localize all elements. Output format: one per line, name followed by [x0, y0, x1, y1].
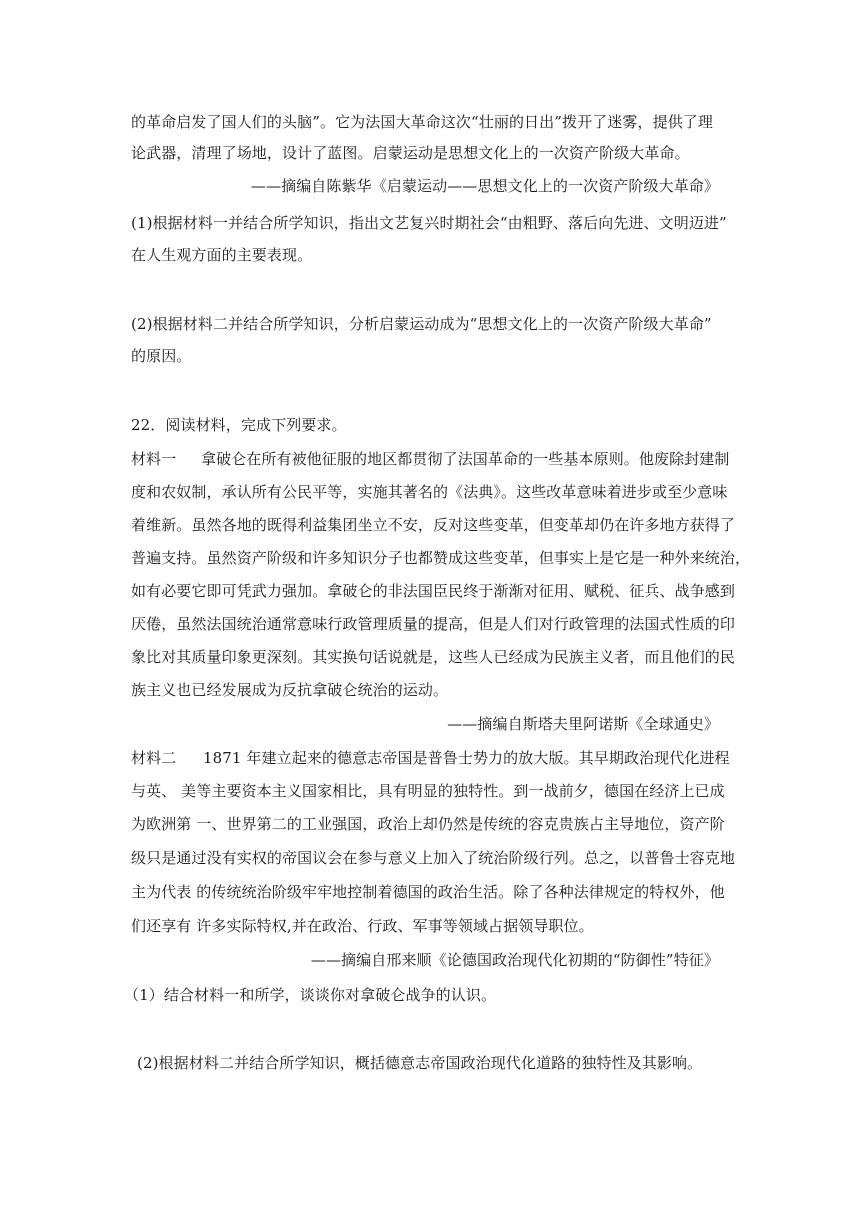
- q22-material1-line-6: 厌倦，虽然法国统治通常意味行政管理质量的提高，但是人们对行政管理的法国式性质的印: [131, 615, 736, 633]
- q22-material1-line-8: 族主义也已经发展成为反抗拿破仑统治的运动。: [131, 681, 449, 699]
- q22-material1-line-1: [131, 449, 731, 469]
- q22-material2-line-5: 主为代表 的传统统治阶级牢牢地控制着德国的政治生活。除了各种法律规定的特权外，他: [131, 883, 725, 901]
- q22-material1-line-4: 普遍支持。虽然资产阶级和许多知识分子也都赞成这些变革，但事实上是它是一种外来统治，: [131, 549, 751, 567]
- q22-material2-line-6: 们还享有 许多实际特权,并在政治、行政、军事等领域占据领导职位。: [131, 917, 594, 935]
- q22-heading: 22．阅读材料，完成下列要求。: [131, 416, 347, 434]
- q22-material2-line-4: 级只是通过没有实权的帝国议会在参与意义上加入了统治阶级行列。总之，以普鲁士容克地: [131, 849, 736, 867]
- q22-material1-line-5: 如有必要它即可凭武力强加。拿破仑的非法国臣民终于渐渐对征用、赋税、征兵、战争感到: [131, 582, 736, 600]
- q22-sub1: （1）结合材料一和所学，谈谈你对拿破仑战争的认识。: [124, 986, 497, 1004]
- q22-material1-source: ——摘编自斯塔夫里阿诺斯《全球通史》: [447, 715, 719, 733]
- material1-label: 材料一: [131, 450, 177, 468]
- q22-material2-line-1: [131, 748, 731, 768]
- intro-source: ——摘编自陈紫华《启蒙运动——思想文化上的一次资产阶级大革命》: [250, 177, 719, 195]
- intro-line-1: 的革命启发了国人们的头脑”。它为法国大革命这次“壮丽的日出”拨开了迷雾，提供了理: [131, 113, 714, 131]
- material2-label: 材料二: [131, 749, 177, 767]
- material1-text: 拿破仑在所有被他征服的地区都贯彻了法国革命的一些基本原则。他废除封建制: [201, 450, 730, 468]
- q22-material2-source: ——摘编自邢来顺《论德国政治现代化初期的“防御性”特征》: [310, 951, 719, 969]
- q22-material1-line-3: 着维新。虽然各地的既得利益集团坐立不安，反对这些变革，但变革却仍在许多地方获得了: [131, 516, 736, 534]
- q21-sub1-line-2: 在人生观方面的主要表现。: [131, 246, 313, 264]
- q21-sub1-line-1: (1)根据材料一并结合所学知识，指出文艺复兴时期社会“由粗野、落后向先进、文明迈进”: [131, 214, 727, 232]
- q21-sub2-line-2: 的原因。: [131, 347, 192, 365]
- q21-sub2-line-1: (2)根据材料二并结合所学知识，分析启蒙运动成为“思想文化上的一次资产阶级大革命”: [131, 315, 712, 333]
- q22-material1-line-2: 度和农奴制，承认所有公民平等，实施其著名的《法典》。这些改革意味着进步或至少意味: [131, 483, 728, 501]
- q22-material2-line-2: 与英、 美等主要资本主义国家相比，具有明显的独特性。到一战前夕，德国在经济上已成: [131, 782, 725, 800]
- q22-sub2: (2)根据材料二并结合所学知识，概括德意志帝国政治现代化道路的独特性及其影响。: [137, 1054, 703, 1072]
- material2-text: 1871 年建立起来的德意志帝国是普鲁士势力的放大版。其早期政治现代化进程: [203, 749, 730, 767]
- q22-material2-line-3: 为欧洲第 一、世界第二的工业强国，政治上却仍然是传统的容克贵族占主导地位，资产阶: [131, 815, 725, 833]
- q22-material1-line-7: 象比对其质量印象更深刻。其实换句话说就是，这些人已经成为民族主义者，而且他们的民: [131, 648, 736, 666]
- intro-line-2: 论武器，清理了场地，设计了蓝图。启蒙运动是思想文化上的一次资产阶级大革命。: [131, 144, 690, 162]
